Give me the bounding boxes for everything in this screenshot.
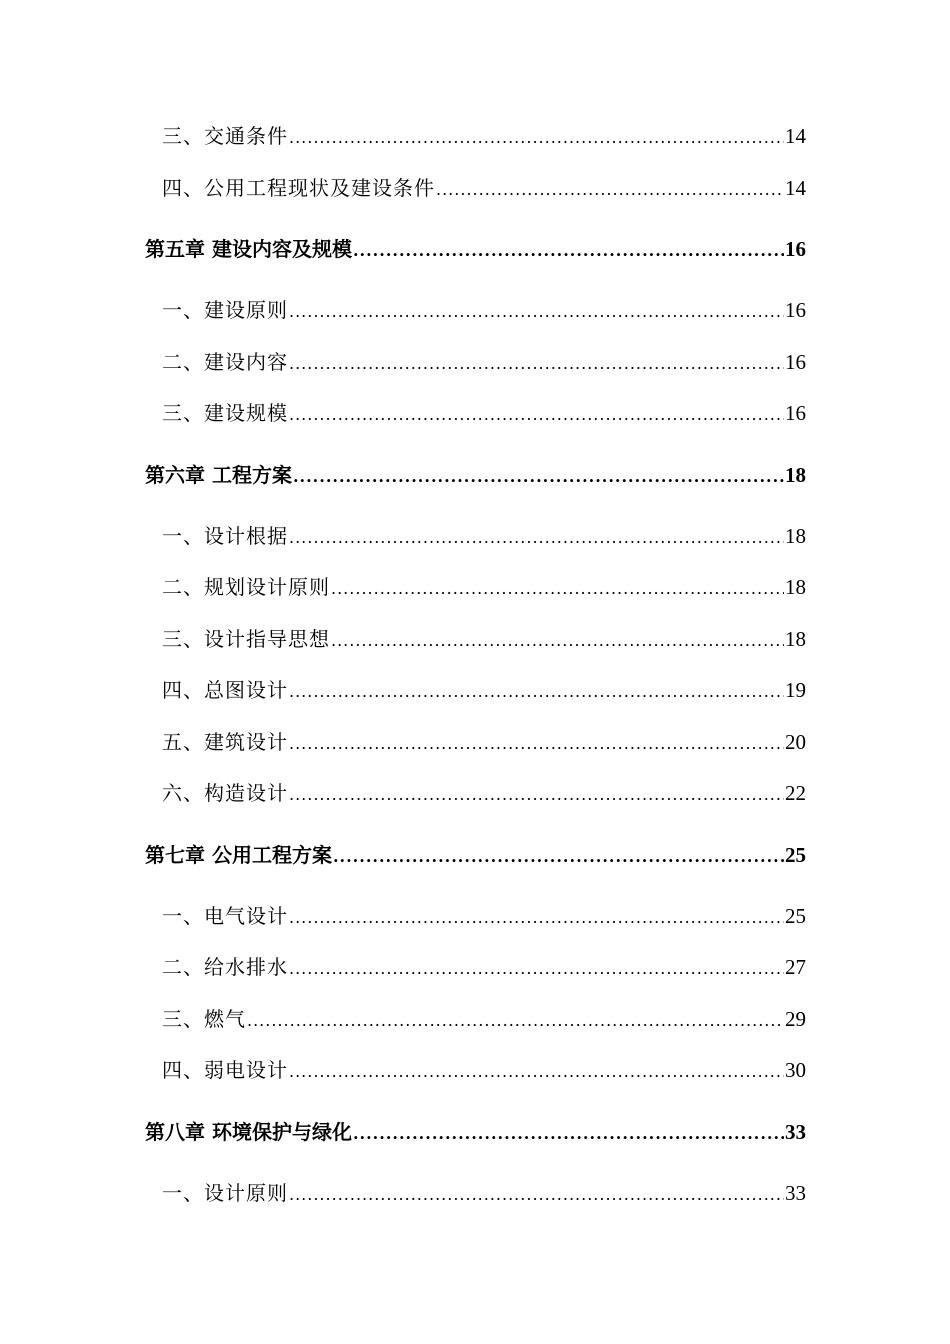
table-of-contents: [145, 116, 806, 1224]
toc-entry[interactable]: [145, 393, 806, 445]
toc-entry-title: 一、电气设计: [162, 903, 288, 928]
toc-dot-leader: [247, 1001, 784, 1041]
toc-dot-leader: [289, 118, 784, 158]
toc-dot-leader: [289, 1175, 784, 1215]
toc-entry[interactable]: [145, 168, 806, 220]
toc-dot-leader: [289, 775, 784, 815]
toc-entry[interactable]: [145, 999, 806, 1051]
toc-entry-title: 六、构造设计: [162, 781, 288, 805]
toc-entry-title: 四、公用工程现状及建设条件: [162, 175, 435, 200]
toc-entry[interactable]: [145, 516, 806, 568]
toc-entry-page: 16: [785, 401, 806, 425]
toc-entry[interactable]: [145, 567, 806, 619]
toc-dot-leader: [289, 395, 784, 435]
toc-entry-title: 一、设计根据: [162, 523, 288, 548]
toc-entry-title: 三、交通条件: [162, 124, 288, 148]
toc-entry-title: 一、建设原则: [162, 298, 288, 322]
toc-chapter-title: 第八章 环境保护与绿化: [145, 1119, 352, 1144]
toc-chapter-entry[interactable]: [145, 445, 806, 516]
toc-chapter-page: 25: [785, 842, 806, 867]
toc-entry-page: 20: [785, 729, 806, 754]
toc-dot-leader: [289, 344, 784, 384]
toc-entry[interactable]: [145, 896, 806, 948]
toc-dot-leader: [353, 231, 784, 271]
toc-entry-page: 18: [785, 523, 806, 548]
toc-dot-leader: [289, 672, 784, 712]
toc-entry-page: 14: [785, 175, 806, 200]
toc-entry-title: 三、设计指导思想: [162, 626, 330, 651]
toc-chapter-entry[interactable]: [145, 1102, 806, 1173]
toc-dot-leader: [289, 724, 784, 764]
toc-entry[interactable]: [145, 773, 806, 825]
toc-dot-leader: [289, 1052, 784, 1092]
toc-entry-page: 14: [785, 124, 806, 148]
toc-chapter-page: 16: [785, 237, 806, 261]
toc-dot-leader: [289, 518, 784, 558]
toc-entry-page: 29: [785, 1006, 806, 1031]
toc-entry-page: 19: [785, 678, 806, 702]
toc-entry[interactable]: [145, 722, 806, 774]
toc-entry-title: 二、给水排水: [162, 955, 288, 979]
toc-dot-leader: [289, 949, 784, 989]
toc-dot-leader: [331, 569, 784, 609]
toc-entry-title: 三、建设规模: [162, 401, 288, 425]
toc-entry-page: 33: [785, 1180, 806, 1205]
toc-entry-page: 18: [785, 575, 806, 599]
toc-dot-leader: [436, 170, 784, 210]
toc-dot-leader: [331, 621, 784, 661]
toc-entry-title: 四、总图设计: [162, 678, 288, 702]
toc-chapter-entry[interactable]: [145, 825, 806, 896]
toc-chapter-entry[interactable]: [145, 219, 806, 290]
toc-entry-page: 18: [785, 626, 806, 651]
toc-entry-title: 一、设计原则: [162, 1180, 288, 1205]
toc-entry[interactable]: [145, 1173, 806, 1225]
toc-chapter-page: 18: [785, 462, 806, 487]
toc-entry[interactable]: [145, 290, 806, 342]
toc-entry-title: 二、规划设计原则: [162, 575, 330, 599]
toc-entry[interactable]: [145, 342, 806, 394]
toc-entry-title: 二、建设内容: [162, 349, 288, 374]
toc-chapter-title: 第七章 公用工程方案: [145, 842, 332, 867]
toc-entry[interactable]: [145, 670, 806, 722]
toc-chapter-title: 第五章 建设内容及规模: [145, 237, 352, 261]
toc-chapter-page: 33: [785, 1119, 806, 1144]
toc-dot-leader: [289, 898, 784, 938]
toc-entry[interactable]: [145, 1050, 806, 1102]
toc-entry-title: 四、弱电设计: [162, 1058, 288, 1082]
toc-dot-leader: [289, 292, 784, 332]
toc-chapter-title: 第六章 工程方案: [145, 462, 292, 487]
toc-entry-page: 25: [785, 903, 806, 928]
toc-dot-leader: [353, 1114, 784, 1154]
toc-dot-leader: [333, 837, 784, 877]
toc-entry[interactable]: [145, 619, 806, 671]
toc-entry[interactable]: [145, 947, 806, 999]
toc-entry-title: 五、建筑设计: [162, 729, 288, 754]
toc-entry[interactable]: [145, 116, 806, 168]
toc-entry-title: 三、燃气: [162, 1006, 246, 1031]
toc-entry-page: 16: [785, 349, 806, 374]
toc-entry-page: 22: [785, 781, 806, 805]
toc-dot-leader: [293, 457, 784, 497]
toc-entry-page: 30: [785, 1058, 806, 1082]
toc-entry-page: 27: [785, 955, 806, 979]
toc-entry-page: 16: [785, 298, 806, 322]
